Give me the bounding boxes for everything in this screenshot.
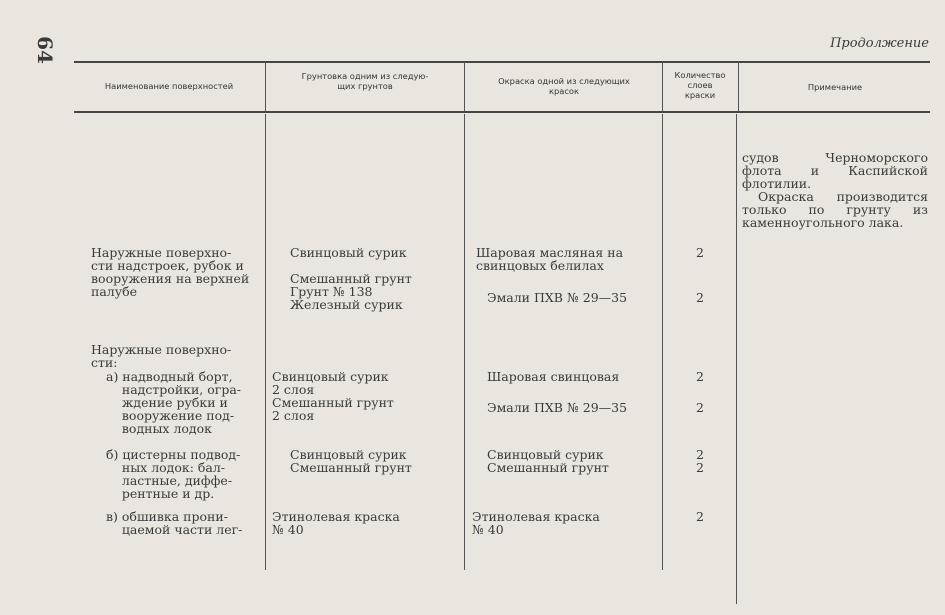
row3-paint-2: Эмали ПХВ № 29—35 xyxy=(487,400,628,415)
row2-surface: Наружные поверхно- сти: xyxy=(91,342,232,370)
row5-surface: в) обшивка прони- цаемой части лег- xyxy=(106,509,243,537)
header-layers: Количество слоев краски xyxy=(674,70,726,100)
row4-primer: Свинцовый сурик Смешанный грунт xyxy=(290,447,412,475)
body-divider-4 xyxy=(736,114,737,604)
page-number: 64 xyxy=(33,36,57,64)
row3-primer: Свинцовый сурик 2 слоя Смешанный грунт 2 слоя xyxy=(272,369,394,423)
row1-paint-2: Эмали ПХВ № 29—35 xyxy=(487,290,628,305)
header-surface: Наименование поверхностей xyxy=(104,81,234,91)
row5-layers: 2 xyxy=(696,509,704,524)
note-paragraph-2: Окраска производится только по грунту из каменноугольного лака. xyxy=(742,189,928,230)
header-divider-4 xyxy=(738,62,739,111)
row5-primer: Этинолевая краска № 40 xyxy=(272,509,400,537)
row4-surface: б) цистерны подвод- ных лодок: бал- ластные, диффе- рентные и др. xyxy=(106,447,241,501)
row3-layers-2: 2 xyxy=(696,400,704,415)
row1-layers-2: 2 xyxy=(696,290,704,305)
row1-paint-1: Шаровая масляная на свинцовых белилах xyxy=(476,245,624,273)
row3-paint-1: Шаровая свинцовая xyxy=(487,369,620,384)
row3-layers-1: 2 xyxy=(696,369,704,384)
header-bottom-rule xyxy=(74,111,930,113)
body-divider-1 xyxy=(265,114,266,570)
header-primer: Грунтовка одним из следую- щих грунтов xyxy=(301,71,429,91)
header-note: Примечание xyxy=(807,82,863,92)
header-divider-2 xyxy=(464,62,465,111)
header-divider-1 xyxy=(265,62,266,111)
row3-surface: а) надводный борт, надстройки, огра- ждение рубки и вооружение под- водных лодок xyxy=(106,369,241,436)
header-paint: Окраска одной из следующих красок xyxy=(498,76,630,96)
row1-layers-1: 2 xyxy=(696,245,704,260)
row4-layers: 2 2 xyxy=(696,447,704,475)
row1-surface: Наружные поверхно- сти надстроек, рубок и вооружения на верхней палубе xyxy=(91,245,250,299)
note-paragraph-1: судов Черноморского флота и Каспийской флотилии. xyxy=(742,150,928,191)
body-divider-2 xyxy=(464,114,465,570)
table-top-rule xyxy=(74,61,930,63)
row4-paint: Свинцовый сурик Смешанный грунт xyxy=(487,447,609,475)
row5-paint: Этинолевая краска № 40 xyxy=(472,509,600,537)
body-divider-3 xyxy=(662,114,663,570)
row1-primer: Свинцовый сурик Смешанный грунт Грунт № 138 Железный сурик xyxy=(290,245,412,312)
continuation-label: Продолжение xyxy=(830,36,929,51)
